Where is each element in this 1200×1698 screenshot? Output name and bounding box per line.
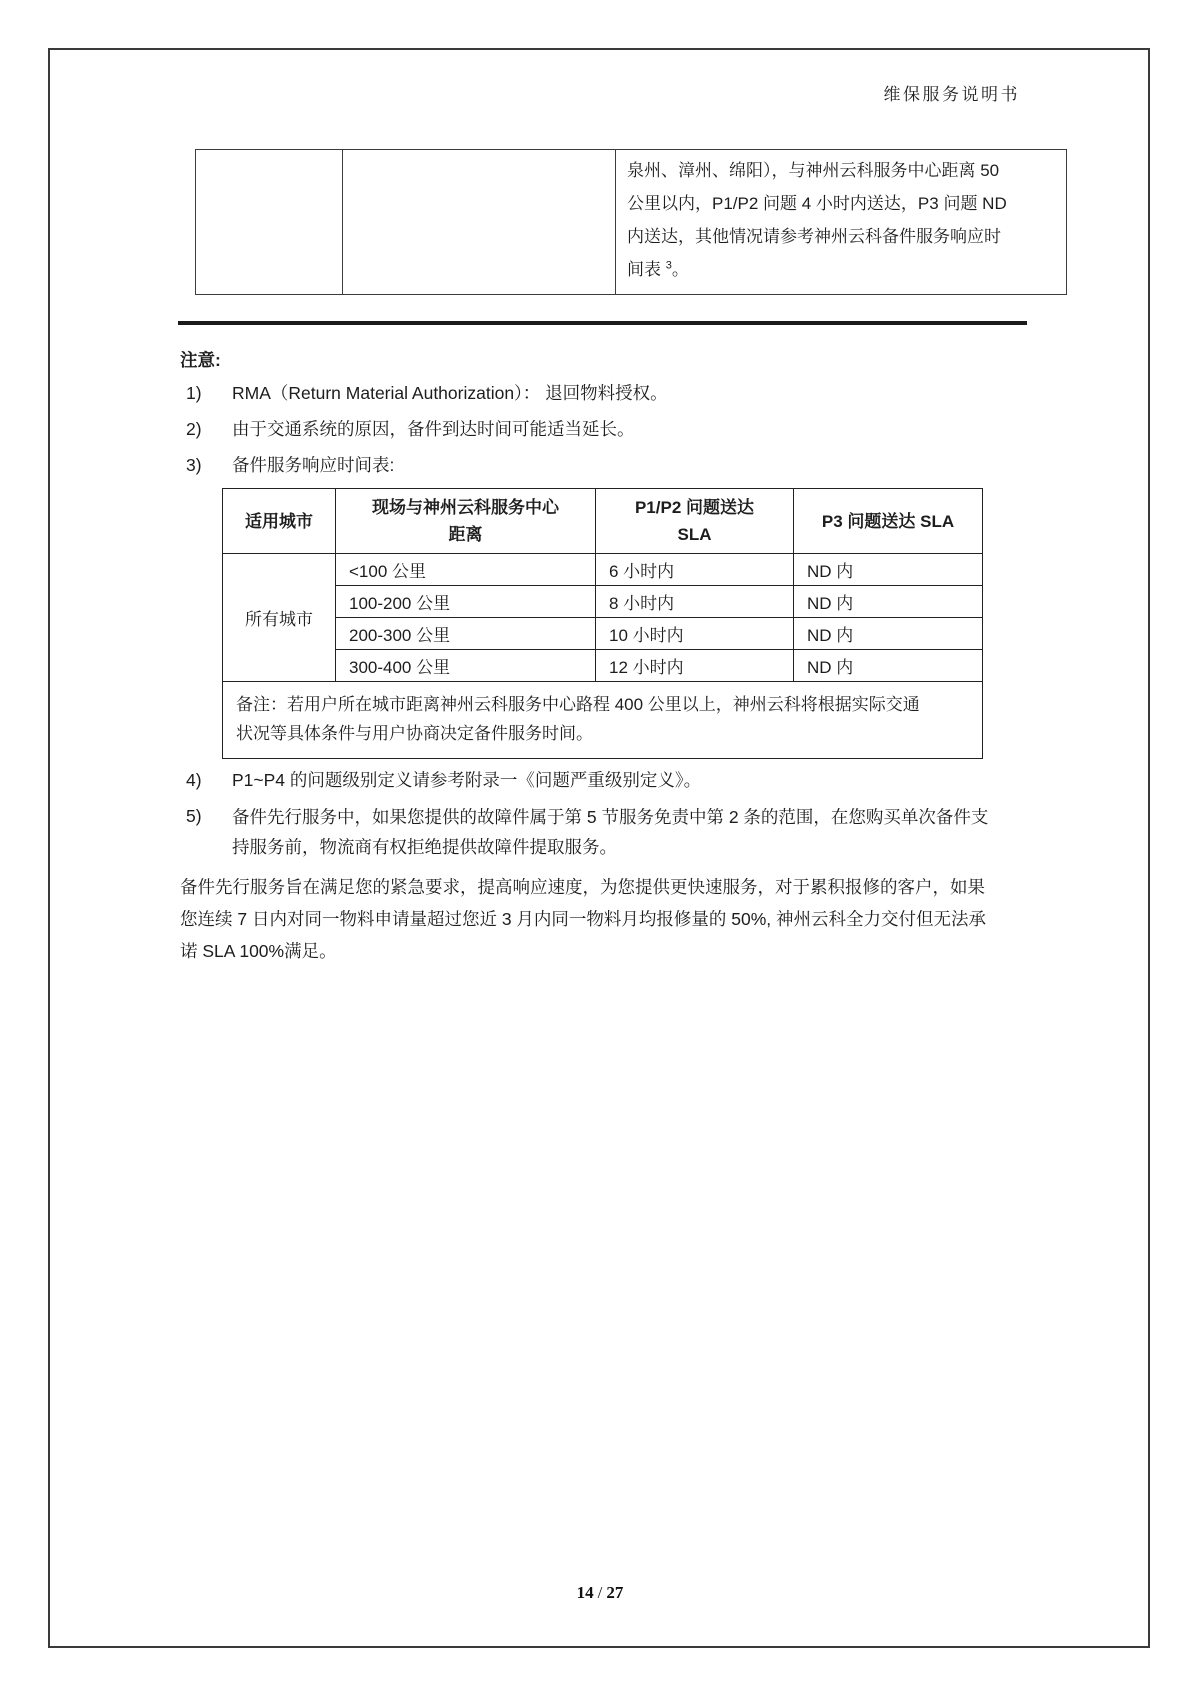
footnote-ref: 3 xyxy=(665,259,672,272)
empty-cell-1 xyxy=(196,150,343,295)
item-text xyxy=(232,802,1038,862)
page-content xyxy=(180,80,1038,967)
total-page-count: 27 xyxy=(606,1583,624,1602)
notice-item-4 xyxy=(180,766,1038,795)
header-applicable-cities xyxy=(223,489,336,554)
note-line: 状况等具体条件与用户协商决定备件服务时间。 xyxy=(236,724,593,743)
item-text-line: 备件先行服务中，如果您提供的故障件属于第 5 节服务免责中第 2 条的范围，在您购买单次备件支 xyxy=(232,807,989,827)
p3-sla-cell: ND 内 xyxy=(794,586,983,618)
notice-item-3 xyxy=(180,451,1038,480)
notice-item-5 xyxy=(180,802,1038,862)
cell-text-line: 泉州、漳州、绵阳），与神州云科服务中心距离 50 xyxy=(627,161,1000,180)
p12-sla-cell: 8 小时内 xyxy=(596,586,794,618)
cell-text: 间表 xyxy=(627,260,666,279)
cell-text: 。 xyxy=(671,260,689,279)
item-number: 2) xyxy=(186,419,202,439)
document-title: 维保服务说明书 xyxy=(883,85,1020,104)
p3-sla-cell: ND 内 xyxy=(794,554,983,586)
table-note-cell xyxy=(223,682,983,759)
sla-response-table xyxy=(222,488,983,759)
distance-cell: 200-300 公里 xyxy=(336,618,596,650)
item-number: 5) xyxy=(186,806,202,826)
notice-item-1 xyxy=(180,379,1038,408)
item-text: 备件服务响应时间表: xyxy=(232,455,395,475)
table-row xyxy=(223,586,983,618)
cell-text-line: 内送达，其他情况请参考神州云科备件服务响应时 xyxy=(627,227,1001,246)
all-cities-cell: 所有城市 xyxy=(223,554,336,682)
item-number: 4) xyxy=(186,770,202,790)
header-line: 距离 xyxy=(448,525,483,544)
item-text-line: 持服务前，物流商有权拒绝提供故障件提取服务。 xyxy=(232,837,617,857)
distance-cell: <100 公里 xyxy=(336,554,596,586)
table-row xyxy=(223,650,983,682)
notice-heading: 注意: xyxy=(180,350,221,370)
header-line: P3 问题送达 SLA xyxy=(821,511,955,531)
header-line: P1/P2 问题送达 xyxy=(634,498,755,517)
cell-text-line: 公里以内，P1/P2 问题 4 小时内送达，P3 问题 ND xyxy=(627,194,1007,213)
item-text: RMA（Return Material Authorization）： 退回物料授权。 xyxy=(232,383,668,403)
header-line: 适用城市 xyxy=(245,511,313,531)
note-line: 备注：若用户所在城市距离神州云科服务中心路程 400 公里以上，神州云科将根据实际交通 xyxy=(236,695,920,714)
header-p3-sla xyxy=(794,489,983,554)
header-p12-sla xyxy=(596,489,794,554)
header-distance xyxy=(336,489,596,554)
table-header-row xyxy=(223,489,983,554)
page-number-separator: / xyxy=(597,1583,603,1602)
p12-sla-cell: 10 小时内 xyxy=(596,618,794,650)
p3-sla-cell: ND 内 xyxy=(794,650,983,682)
notice-item-2 xyxy=(180,415,1038,444)
page-number xyxy=(0,1583,1200,1603)
empty-cell-2 xyxy=(343,150,616,295)
body-paragraph xyxy=(180,871,1038,967)
section-divider-rule xyxy=(178,321,1027,325)
item-text: P1~P4 的问题级别定义请参考附录一《问题严重级别定义》。 xyxy=(232,770,702,790)
item-number: 3) xyxy=(186,455,202,475)
table-row xyxy=(223,618,983,650)
p3-sla-cell: ND 内 xyxy=(794,618,983,650)
p12-sla-cell: 12 小时内 xyxy=(596,650,794,682)
distance-cell: 300-400 公里 xyxy=(336,650,596,682)
header-line: SLA xyxy=(677,525,712,544)
paragraph-line: 备件先行服务旨在满足您的紧急要求，提高响应速度，为您提供更快速服务，对于累积报修的客户，如果 xyxy=(180,877,985,897)
current-page-number: 14 xyxy=(576,1583,594,1602)
table-row xyxy=(223,554,983,586)
p12-sla-cell: 6 小时内 xyxy=(596,554,794,586)
paragraph-line: 诺 SLA 100%满足。 xyxy=(180,941,337,961)
distance-cell: 100-200 公里 xyxy=(336,586,596,618)
header-line: 现场与神州云科服务中心 xyxy=(372,498,559,517)
table-row xyxy=(196,150,1067,295)
spare-parts-delivery-cell xyxy=(616,150,1067,295)
table-note-row xyxy=(223,682,983,759)
paragraph-line: 您连续 7 日内对同一物料申请量超过您近 3 月内同一物料月均报修量的 50%, 神州云科全力交付但无法承 xyxy=(180,909,987,929)
item-text: 由于交通系统的原因，备件到达时间可能适当延长。 xyxy=(232,419,635,439)
cell-text-line xyxy=(627,253,1056,286)
continuation-table xyxy=(195,149,1067,295)
item-number: 1) xyxy=(186,383,202,403)
document-header xyxy=(180,80,1038,105)
